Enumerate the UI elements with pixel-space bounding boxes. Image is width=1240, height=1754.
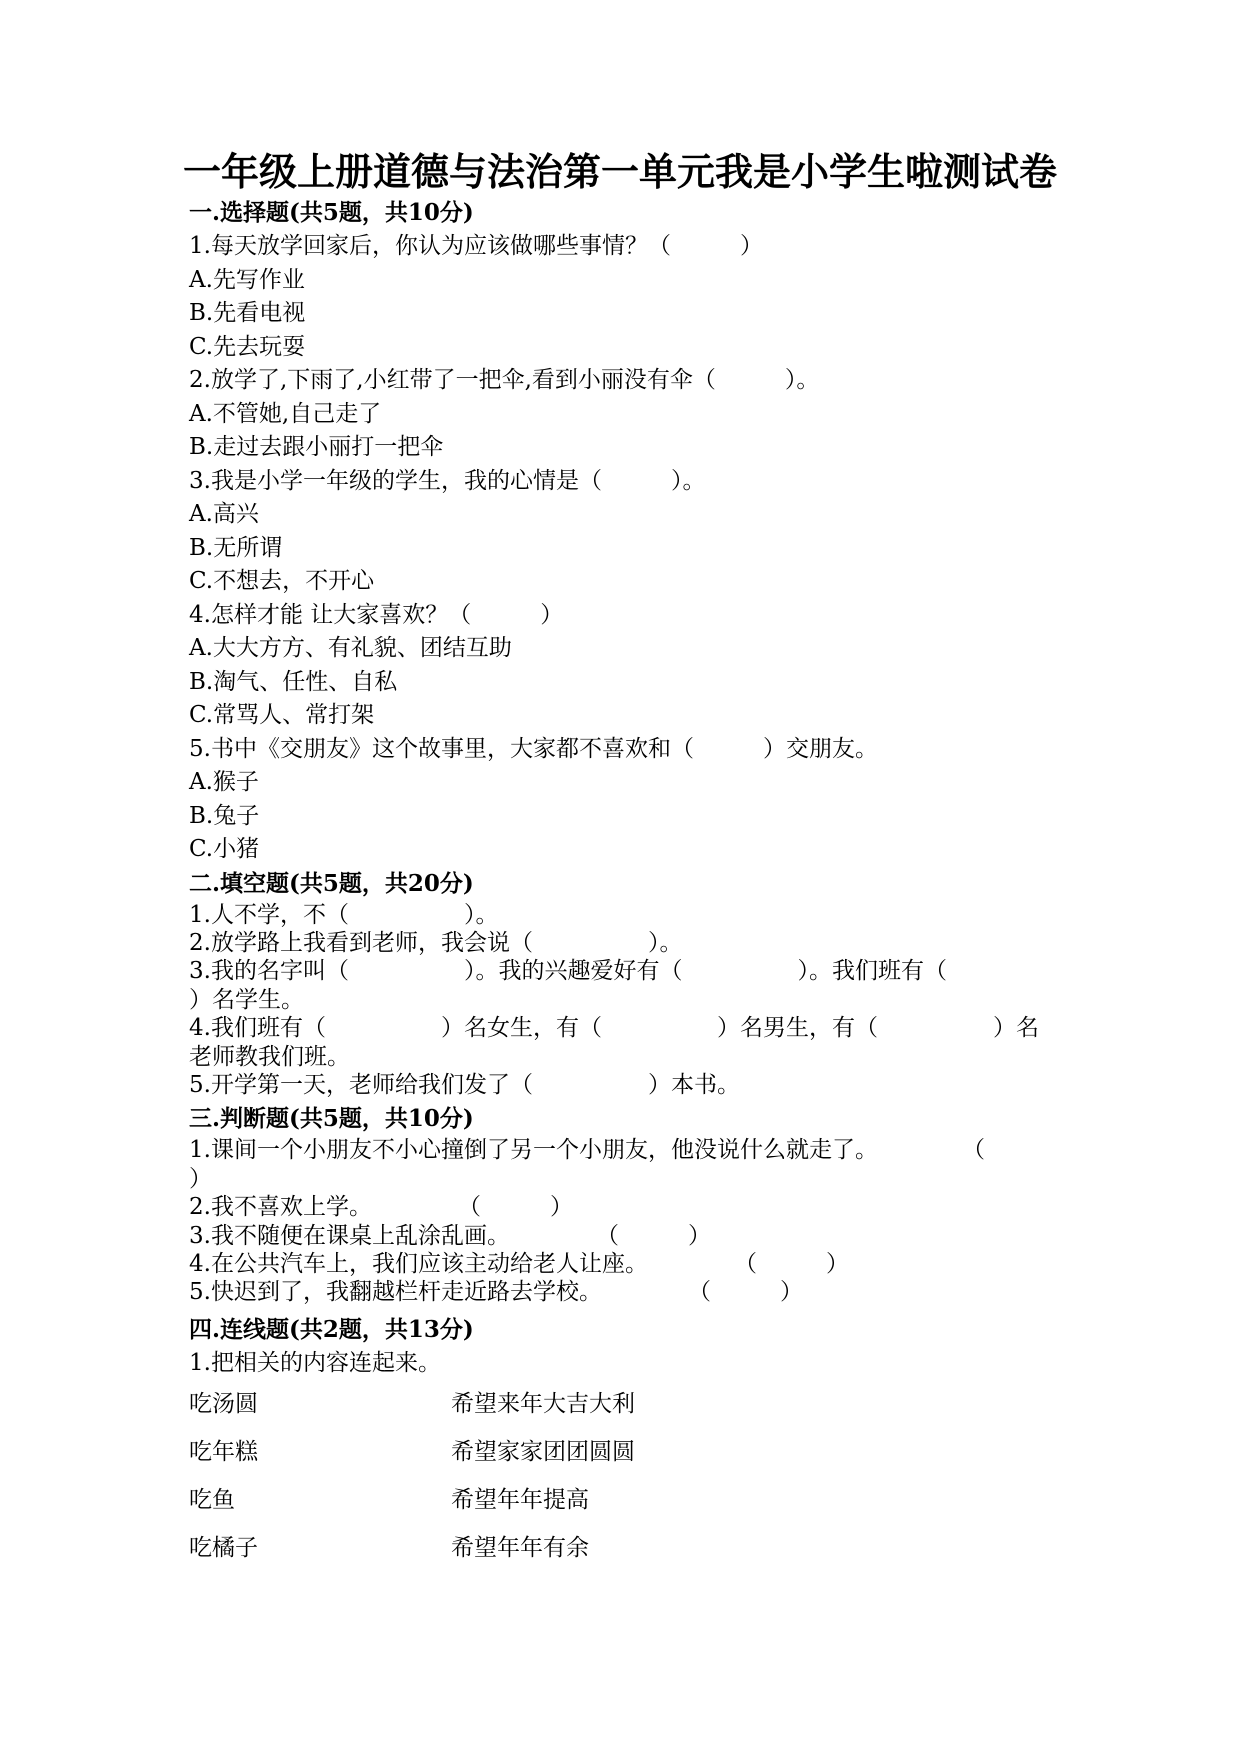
option-text: A.猴子	[189, 769, 259, 795]
option-text: A.不管她,自己走了	[189, 400, 382, 427]
judge-question-text: 2.我不喜欢上学。	[189, 1194, 372, 1221]
judge-question	[189, 1278, 1049, 1306]
question-text: 2.放学了,下雨了,小红带了一把伞,看到小丽没有伞（ ）。	[189, 367, 820, 393]
match-pair	[189, 1380, 1049, 1428]
match-left-item: 吃橘子	[189, 1535, 258, 1562]
answer-paren: （ ）	[457, 1194, 573, 1221]
question-text: 5.书中《交朋友》这个故事里，大家都不喜欢和（ ）交朋友。	[189, 735, 878, 762]
option-text: A.高兴	[189, 501, 259, 527]
fill-question: 5.开学第一天，老师给我们发了（ ）本书。	[189, 1071, 740, 1098]
question-text: 4.怎样才能 让大家喜欢？（ ）	[189, 601, 564, 628]
option-text: B.先看电视	[189, 300, 306, 326]
section-heading-fill: 二.填空题(共5题，共20分)	[189, 869, 474, 897]
match-right-item: 希望年年有余	[451, 1535, 589, 1562]
exam-content	[189, 196, 1062, 1572]
match-instruction: 1.把相关的内容连起来。	[189, 1349, 441, 1376]
judge-question	[189, 1193, 1049, 1221]
match-pair	[189, 1524, 1049, 1572]
answer-paren: （ ）	[733, 1250, 849, 1277]
match-left-item: 吃鱼	[189, 1487, 235, 1514]
option-text: B.无所谓	[189, 534, 283, 561]
match-pair	[189, 1428, 1049, 1476]
option-text: C.常骂人、常打架	[189, 702, 375, 728]
option-text: B.走过去跟小丽打一把伞	[189, 434, 444, 460]
judge-question	[189, 1222, 1049, 1250]
match-right-item: 希望来年大吉大利	[451, 1391, 635, 1418]
judge-question-text: 3.我不随便在课桌上乱涂乱画。	[189, 1222, 510, 1249]
option-text: C.小猪	[189, 836, 260, 862]
answer-paren: （ ）	[189, 1137, 1054, 1192]
option-text: A.先写作业	[189, 266, 305, 293]
section-heading-judge: 三.判断题(共5题，共10分)	[189, 1105, 474, 1133]
option-text: B.淘气、任性、自私	[189, 668, 398, 695]
fill-question: 4.我们班有（ ）名女生，有（ ）名男生，有（ ）名老师教我们班。	[189, 1015, 1039, 1070]
option-text: C.不想去，不开心	[189, 568, 375, 594]
match-left-item: 吃汤圆	[189, 1391, 258, 1418]
fill-question: 1.人不学，不（ ）。	[189, 901, 499, 928]
match-left-item: 吃年糕	[189, 1439, 258, 1466]
judge-question	[189, 1136, 1054, 1193]
option-text: C.先去玩耍	[189, 333, 306, 360]
judge-question-text: 5.快迟到了，我翻越栏杆走近路去学校。	[189, 1279, 602, 1306]
question-text: 3.我是小学一年级的学生，我的心情是（ ）。	[189, 467, 706, 494]
match-right-item: 希望年年提高	[451, 1487, 589, 1514]
match-pair	[189, 1476, 1049, 1524]
match-right-item: 希望家家团团圆圆	[451, 1439, 635, 1466]
judge-question-text: 1.课间一个小朋友不小心撞倒了另一个小朋友，他没说什么就走了。	[189, 1137, 878, 1164]
section-heading-match: 四.连线题(共2题，共13分)	[189, 1315, 474, 1343]
page-title: 一年级上册道德与法治第一单元我是小学生啦测试卷	[182, 149, 1057, 194]
option-text: A.大大方方、有礼貌、团结互助	[189, 635, 512, 661]
answer-paren: （ ）	[595, 1222, 711, 1249]
answer-paren: （ ）	[687, 1279, 803, 1306]
judge-question-text: 4.在公共汽车上，我们应该主动给老人让座。	[189, 1250, 648, 1277]
question-text: 1.每天放学回家后，你认为应该做哪些事情？（ ）	[189, 233, 763, 259]
section-heading-choice: 一.选择题(共5题，共10分)	[189, 199, 474, 226]
judge-question	[189, 1250, 1049, 1278]
fill-question: 2.放学路上我看到老师，我会说（ ）。	[189, 929, 683, 956]
option-text: B.兔子	[189, 802, 260, 829]
fill-question: 3.我的名字叫（ ）。我的兴趣爱好有（ ）。我们班有（ ）名学生。	[189, 958, 1062, 1013]
